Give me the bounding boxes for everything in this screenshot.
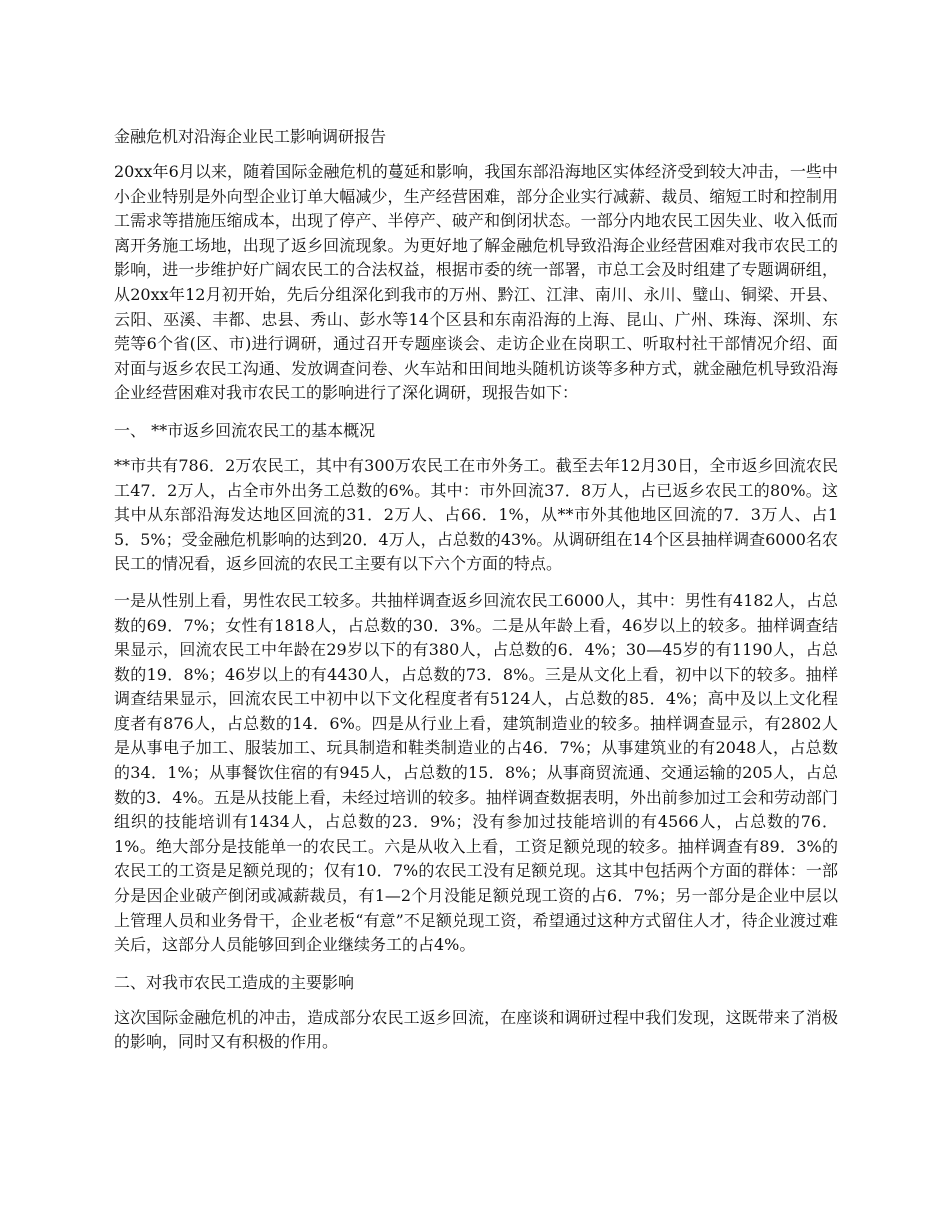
document-title: 金融危机对沿海企业民工影响调研报告 [114, 127, 387, 146]
section-1-paragraph-1: **市共有786．2万农民工，其中有300万农民工在市外务工。截至去年12月30日，全市返乡回流农民工47．2万人，占全市外出务工总数的6%。其中：市外回流37．8万人，占已返乡农民工的80%。这其中从东部沿海发达地区回流的31．2万人、占66．1%，从**市外其他地区回流的7．3万人、占15．5%；受金融危机影响的达到20．4万人，占总数的43%。从调研组在14个区县抽样调查6000名农民工的情况看，返乡回流的农民工主要有以下六个方面的特点。 [114, 455, 838, 574]
section-2-heading: 二、对我市农民工造成的主要影响 [114, 972, 355, 992]
document-page [114, 124, 838, 1067]
section-2-paragraph-1: 这次国际金融危机的冲击，造成部分农民工返乡回流，在座谈和调研过程中我们发现，这既带来了消极的影响，同时又有积极的作用。 [114, 1007, 838, 1052]
section-1-heading: 一、 **市返乡回流农民工的基本概况 [114, 420, 376, 440]
intro-paragraph: 20xx年6月以来，随着国际金融危机的蔓延和影响，我国东部沿海地区实体经济受到较大冲击，一些中小企业特别是外向型企业订单大幅减少，生产经营困难，部分企业实行减薪、裁员、缩短工时和控制用工需求等措施压缩成本，出现了停产、半停产、破产和倒闭状态。一部分内地农民工因失业、收入低而离开务施工场地，出现了返乡回流现象。为更好地了解金融危机导致沿海企业经营困难对我市农民工的影响，进一步维护好广阔农民工的合法权益，根据市委的统一部署，市总工会及时组建了专题调研组，从20xx年12月初开始，先后分组深化到我市的万州、黔江、江津、南川、永川、璧山、铜梁、开县、云阳、巫溪、丰都、忠县、秀山、彭水等14个区县和东南沿海的上海、昆山、广州、珠海、深圳、东莞等6个省(区、市)进行调研，通过召开专题座谈会、走访企业在岗职工、听取村社干部情况介绍、面对面与返乡农民工沟通、发放调查问卷、火车站和田间地头随机访谈等多种方式，就金融危机导致沿海企业经营困难对我市农民工的影响进行了深化调研，现报告如下： [114, 162, 838, 403]
section-1-paragraph-2: 一是从性别上看，男性农民工较多。共抽样调查返乡回流农民工6000人，其中：男性有4182人，占总数的69．7%；女性有1818人，占总数的30．3%。二是从年龄上看，46岁以上的较多。抽样调查结果显示，回流农民工中年龄在29岁以下的有380人，占总数的6．4%；30—45岁的有1190人，占总数的19．8%；46岁以上的有4430人，占总数的73．8%。三是从文化上看，初中以下的较多。抽样调查结果显示，回流农民工中初中以下文化程度者有5124人，占总数的85．4%；高中及以上文化程度者有876人，占总数的14．6%。四是从行业上看，建筑制造业的较多。抽样调查显示，有2802人是从事电子加工、服装加工、玩具制造和鞋类制造业的占46．7%；从事建筑业的有2048人，占总数的34．1%；从事餐饮住宿的有945人，占总数的15．8%；从事商贸流通、交通运输的205人，占总数的3．4%。五是从技能上看，未经过培训的较多。抽样调查数据表明，外出前参加过工会和劳动部门组织的技能培训有1434人，占总数的23．9%；没有参加过技能培训的有4566人，占总数的76．1%。绝大部分是技能单一的农民工。六是从收入上看，工资足额兑现的较多。抽样调查有89．3%的农民工的工资是足额兑现的；仅有10．7%的农民工没有足额兑现。这其中包括两个方面的群体：一部分是因企业破产倒闭或减薪裁员，有1—2个月没能足额兑现工资的占6．7%；另一部分是企业中层以上管理人员和业务骨干，企业老板“有意”不足额兑现工资，希望通过这种方式留住人才，待企业渡过难关后，这部分人员能够回到企业继续务工的占4%。 [114, 590, 838, 955]
